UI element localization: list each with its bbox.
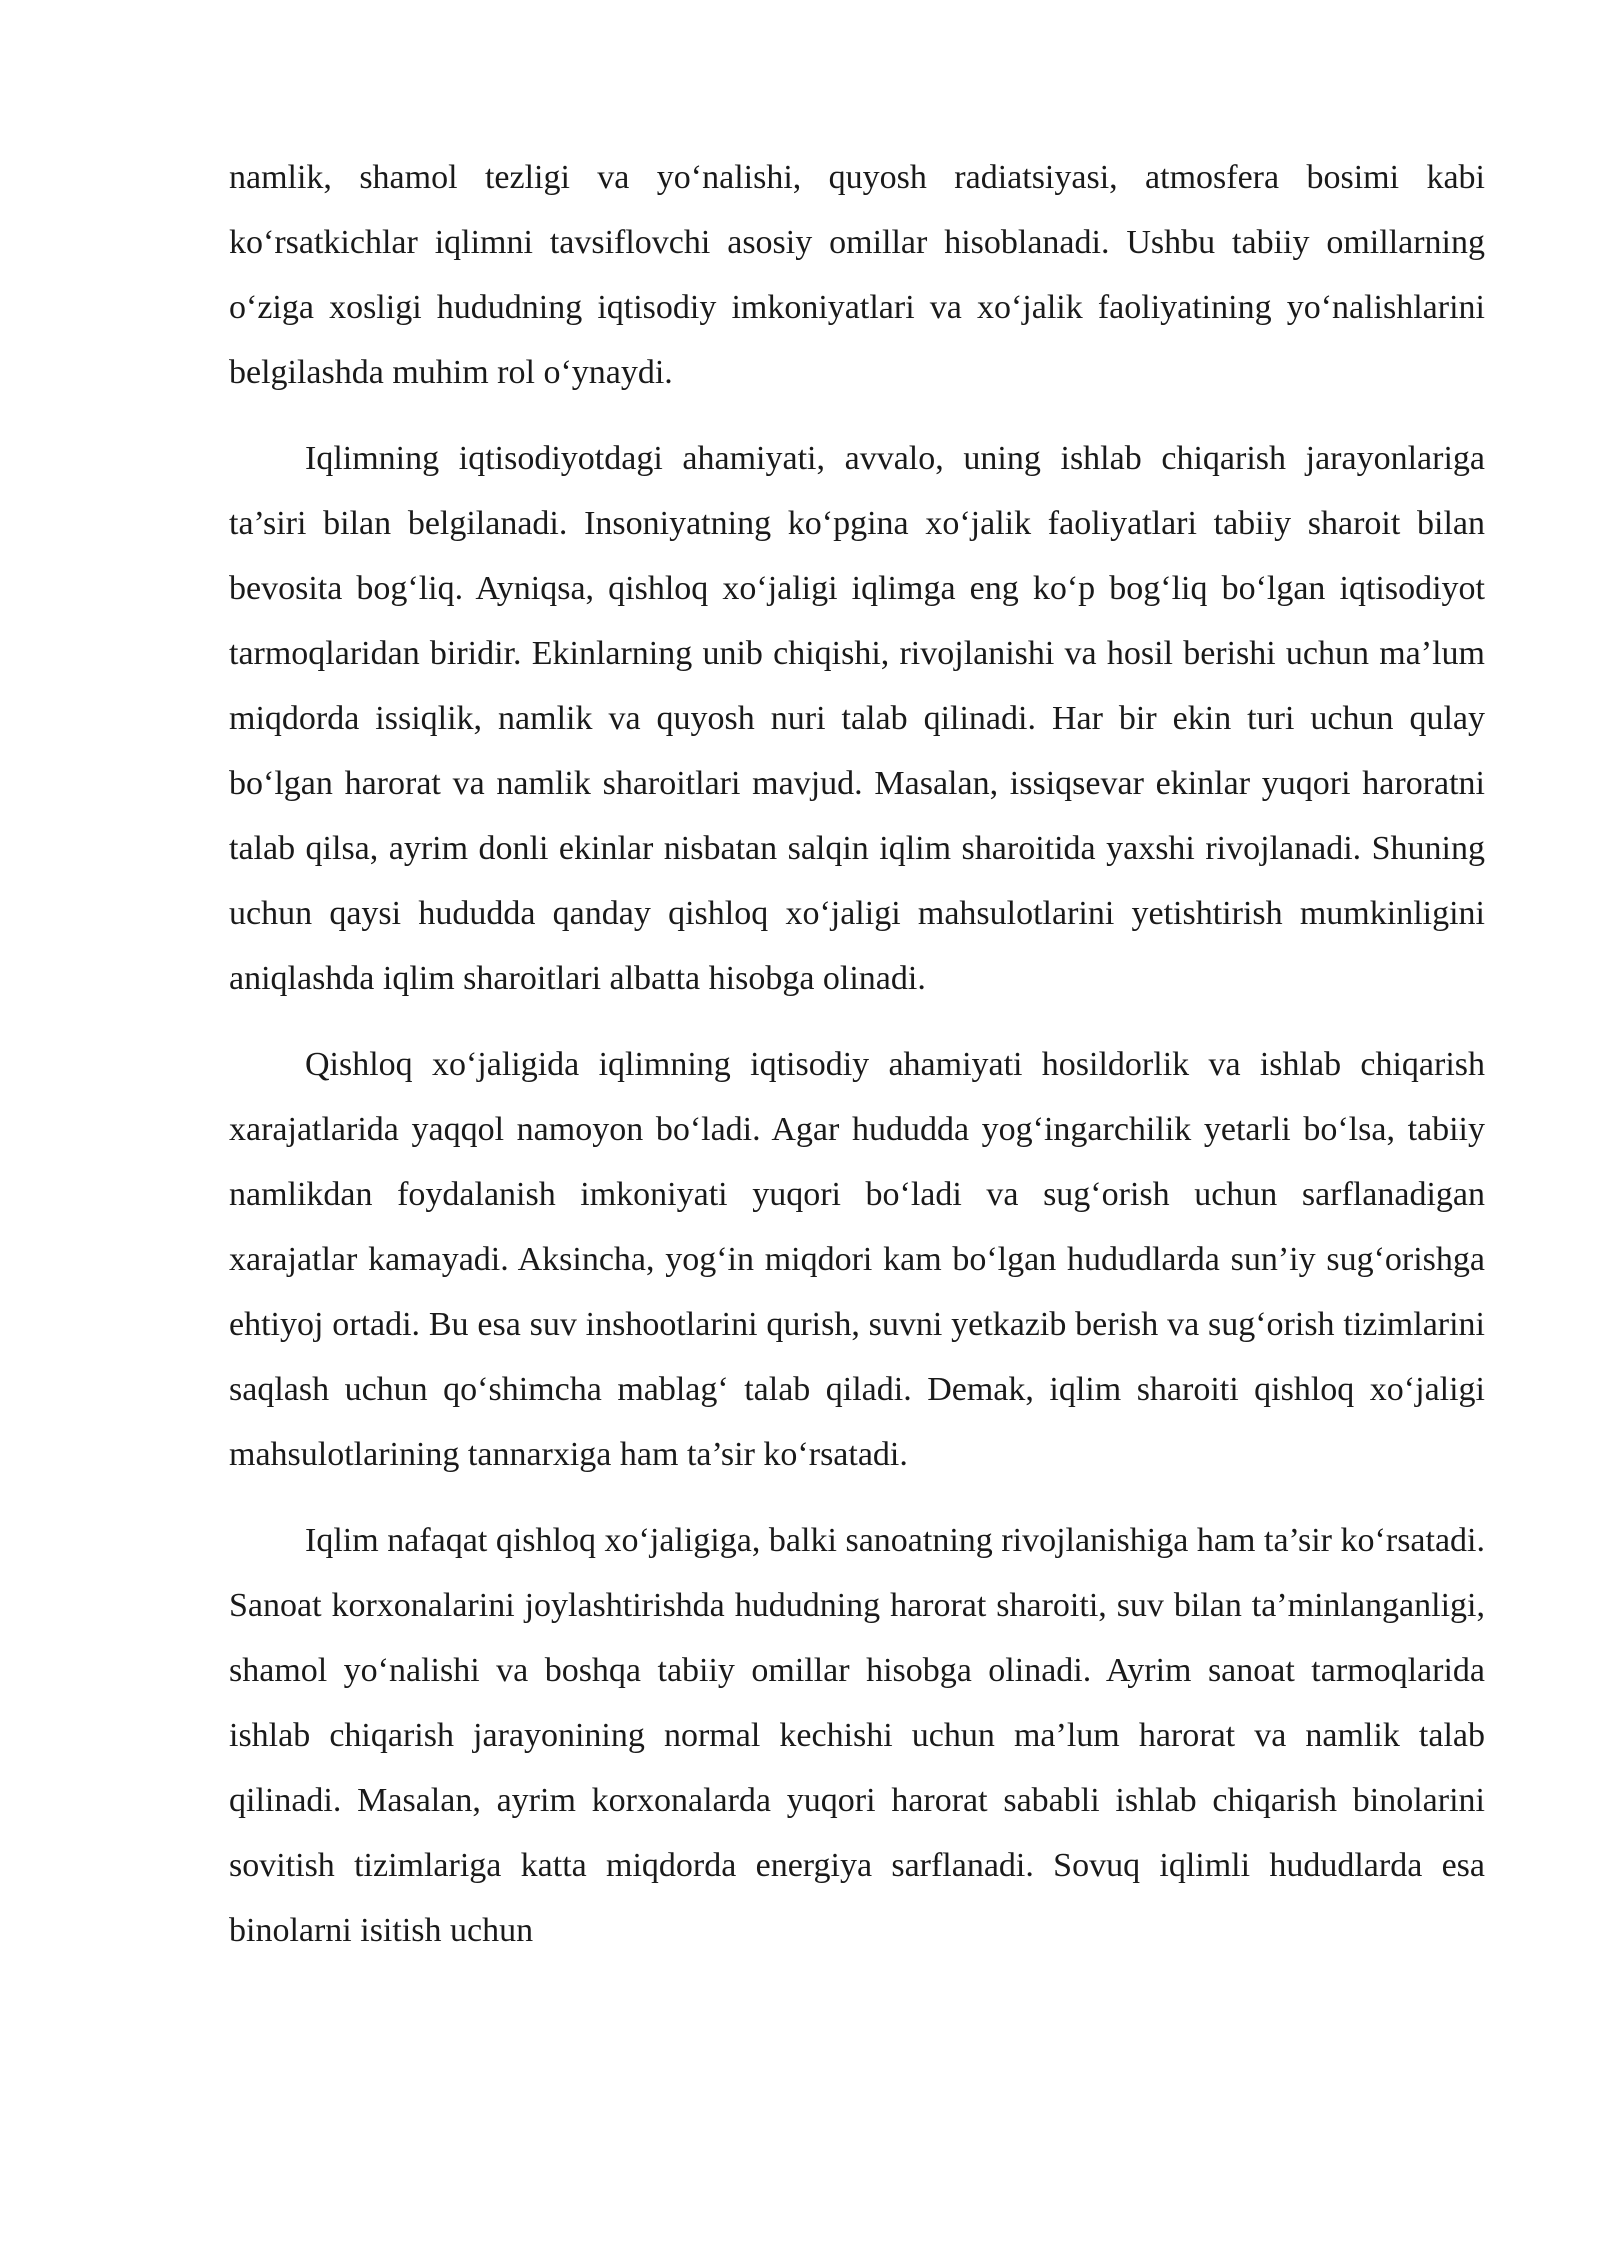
body-text: [229, 145, 1485, 1984]
paragraph-industry: Iqlim nafaqat qishloq xo‘jaligiga, balki sanoatning rivojlanishiga ham ta’sir ko‘rsatadi. Sanoat korxonalarini joylashtirishda hududning harorat sharoiti, suv bilan ta’minlanganligi, shamol yo‘nalishi va boshqa tabiiy omillar hisobga olinadi. Ayrim sanoat tarmoqlarida ishlab chiqarish jarayonining normal kechishi uchun ma’lum harorat va namlik talab qilinadi. Masalan, ayrim korxonalarda yuqori harorat sababli ishlab chiqarish binolarini sovitish tizimlariga katta miqdorda energiya sarflanadi. Sovuq iqlimli hududlarda esa binolarni isitish uchun: [229, 1522, 1485, 1949]
paragraph-climate-economy: Iqlimning iqtisodiyotdagi ahamiyati, avvalo, uning ishlab chiqarish jarayonlariga ta’siri bilan belgilanadi. Insoniyatning ko‘pgina xo‘jalik faoliyatlari tabiiy sharoit bilan bevosita bog‘liq. Ayniqsa, qishloq xo‘jaligi iqlimga eng ko‘p bog‘liq bo‘lgan iqtisodiyot tarmoqlaridan biridir. Ekinlarning unib chiqishi, rivojlanishi va hosil berishi uchun ma’lum miqdorda issiqlik, namlik va quyosh nuri talab qilinadi. Har bir ekin turi uchun qulay bo‘lgan harorat va namlik sharoitlari mavjud. Masalan, issiqsevar ekinlar yuqori haroratni talab qilsa, ayrim donli ekinlar nisbatan salqin iqlim sharoitida yaxshi rivojlanadi. Shuning uchun qaysi hududda qanday qishloq xo‘jaligi mahsulotlarini yetishtirish mumkinligini aniqlashda iqlim sharoitlari albatta hisobga olinadi.: [229, 440, 1485, 997]
paragraph-agriculture-costs: Qishloq xo‘jaligida iqlimning iqtisodiy ahamiyati hosildorlik va ishlab chiqarish xarajatlarida yaqqol namoyon bo‘ladi. Agar hududda yog‘ingarchilik yetarli bo‘lsa, tabiiy namlikdan foydalanish imkoniyati yuqori bo‘ladi va sug‘orish uchun sarflanadigan xarajatlar kamayadi. Aksincha, yog‘in miqdori kam bo‘lgan hududlarda sun’iy sug‘orishga ehtiyoj ortadi. Bu esa suv inshootlarini qurish, suvni yetkazib berish va sug‘orish tizimlarini saqlash uchun qo‘shimcha mablag‘ talab qiladi. Demak, iqlim sharoiti qishloq xo‘jaligi mahsulotlarining tannarxiga ham ta’sir ko‘rsatadi.: [229, 1046, 1485, 1473]
paragraph-continued: namlik, shamol tezligi va yo‘nalishi, quyosh radiatsiyasi, atmosfera bosimi kabi ko‘rsatkichlar iqlimni tavsiflovchi asosiy omillar hisoblanadi. Ushbu tabiiy omillarning o‘ziga xosligi hududning iqtisodiy imkoniyatlari va xo‘jalik faoliyatining yo‘nalishlarini belgilashda muhim rol o‘ynaydi.: [229, 159, 1485, 391]
